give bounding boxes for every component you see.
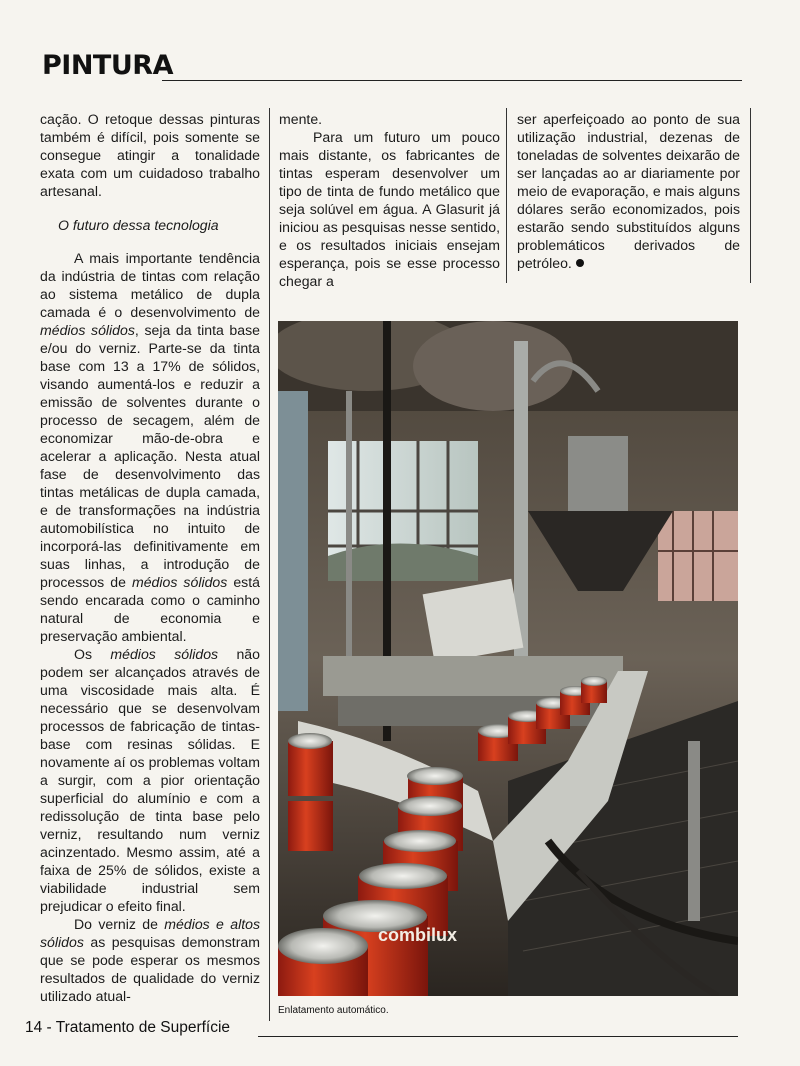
paragraph: Do verniz de médios e altos sólidos as pesquisas demonstram que se pode esperar os mesmos resultados de qualidade do verniz utilizado atual- xyxy=(40,916,261,1004)
text-column-3 xyxy=(517,110,740,272)
photo-caption: Enlatamento automático. xyxy=(278,1005,389,1016)
factory-illustration xyxy=(278,321,738,996)
text-column-1 xyxy=(40,110,260,1005)
paragraph: ser aperfeiçoado ao ponto de sua utilização industrial, dezenas de toneladas de solventes deixarão de ser lançadas ao ar diariamente por meio de evaporação, e mais alguns dólares serão economizados, pois estarão sendo substituídos alguns problemáticos derivados de petróleo. xyxy=(517,111,740,271)
photo-automatic-canning xyxy=(278,321,738,996)
can-label-text: combilux xyxy=(378,925,458,945)
title-rule xyxy=(162,80,742,81)
paragraph: Os médios sólidos não podem ser alcançados através de uma viscosidade mais alta. É necessário que se desenvolvam processos de fabricação de tintas-base com resinas sólidas. E novamente aí os problemas voltam a surgir, com a pior orientação superficial do alumínio e com a redissolução de tinta base pelo verniz, resultando num verniz acinzentado. Mesmo assim, até a faixa de 25% de sólidos, existe a viabilidade industrial sem prejudicar o efeito final. xyxy=(40,646,260,914)
section-title: PINTURA xyxy=(42,50,173,81)
paragraph: A mais importante tendência da indústria de tintas com relação ao sistema metálico de dupla camada é o desenvolvimento de médios sólidos, seja da tinta base e/ou do verniz. Parte-se da tinta base com 13 a 17% de sólidos, visando aumentá-los e reduzir a emissão de solventes durante o processo de secagem, além de economizar mão-de-obra e acelerar a aplicação. Nesta atual fase de desenvolvimento das tintas metálicas de dupla camada, e de transformações na indústria automobilística no intuito de incorporá-las definitivamente em suas linhas, a introdução de processos de médios sólidos está sendo encarada como o caminho natural de economia e preservação ambiental. xyxy=(40,250,260,644)
paragraph: mente. xyxy=(279,111,323,127)
paragraph: cação. O retoque dessas pinturas também é difícil, pois somente se consegue atingir a tonalidade exata com um cuidadoso trabalho artesanal. xyxy=(40,111,260,199)
subheading: O futuro dessa tecnologia xyxy=(58,217,219,233)
text-column-2 xyxy=(279,110,500,290)
column-divider-3 xyxy=(750,108,751,283)
column-divider-1 xyxy=(269,108,270,1021)
end-bullet-icon xyxy=(576,259,584,267)
column-divider-2 xyxy=(506,108,507,283)
paragraph: Para um futuro um pouco mais distante, os fabricantes de tintas esperam desenvolver um tipo de tinta de fundo metálico que seja solúvel em água. A Glasurit já iniciou as pesquisas nesse sentido, e os resultados iniciais ensejam esperança, pois se esse processo chegar a xyxy=(279,129,500,289)
footer-rule xyxy=(258,1036,738,1037)
page-footer: 14 - Tratamento de Superfície xyxy=(25,1019,231,1036)
